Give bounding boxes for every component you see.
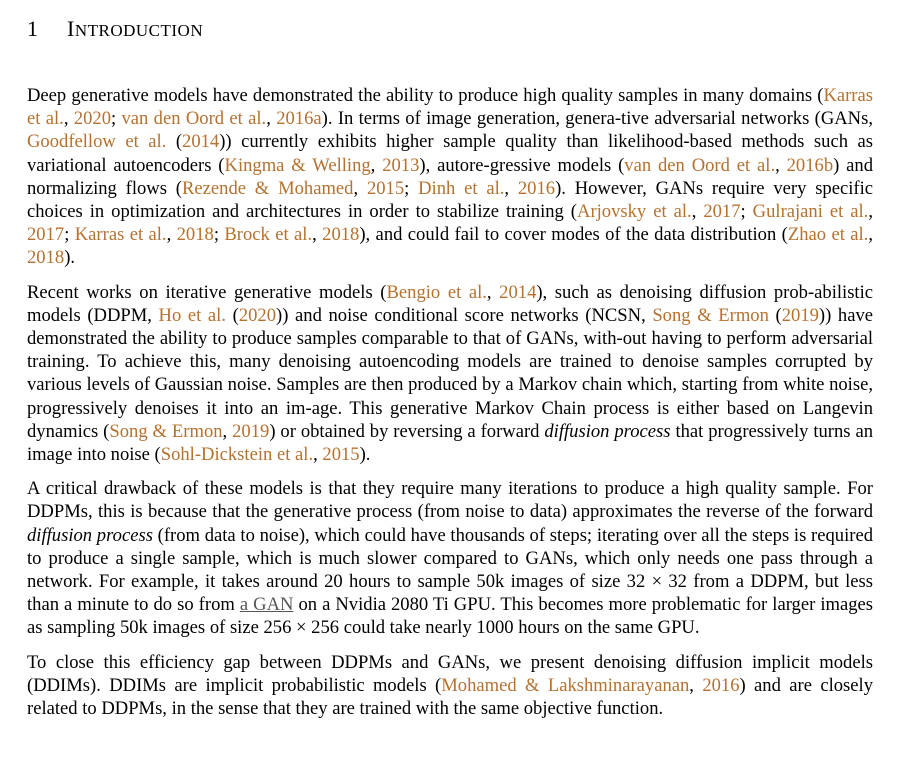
citation-link[interactable]: Mohamed & Lakshminarayanan [441, 674, 690, 696]
citation-link[interactable]: 2016 [517, 177, 556, 199]
citation-link[interactable]: Sohl-Dickstein et al. [160, 444, 314, 466]
citation-link[interactable]: Song & Ermon [652, 304, 769, 326]
citation-link[interactable]: Song & Ermon [109, 420, 223, 442]
paragraph-3: A critical drawback of these models is that they require many iterations to produce a high quality sample. For DDPMs, this is because that the generative process (from noise to data) approximates the reverse of the forward diffusion process (from data to noise), which could have thousands of steps; iterating over all the steps is required to produce a single sample, which is much slower compared to GANs, which only needs one pass through a network. For example, it takes around 20 hours to sample 50k images of size 32 × 32 from a DDPM, but less than a minute to do so from a GAN on a Nvidia 2080 Ti GPU. This becomes more problematic for larger images as sampling 50k images of size 256 × 256 could take nearly 1000 hours on the same GPU. [27, 478, 873, 639]
citation-link[interactable]: Rezende & Mohamed [181, 177, 354, 199]
gan-link[interactable]: a GAN [239, 594, 294, 616]
citation-link[interactable]: Kingma & Welling [224, 154, 371, 176]
citation-link[interactable]: Bengio et al. [386, 281, 487, 303]
citation-link[interactable]: van den Oord et al. [624, 154, 776, 176]
citation-link[interactable]: Brock et al. [224, 224, 313, 246]
section-number: 1 [27, 16, 39, 41]
citation-link[interactable]: Arjovsky et al. [577, 201, 692, 223]
citation-link[interactable]: 2019 [781, 304, 819, 326]
citation-link[interactable]: Gulrajani et al. [752, 201, 869, 223]
citation-link[interactable]: Zhao et al. [787, 224, 869, 246]
citation-link[interactable]: 2020 [73, 108, 111, 130]
paragraph-4: To close this efficiency gap between DDPMs and GANs, we present denoising diffusion implicit models (DDIMs). DDIMs are implicit probabilistic models (Mohamed & Lakshminarayanan, 2016) and are closely related to DDPMs, in the sense that they are trained with the same objective function. [27, 651, 873, 720]
citation-link[interactable]: 2018 [322, 224, 360, 246]
heading-rest: NTRODUCTION [74, 21, 204, 40]
citation-link[interactable]: 2015 [366, 177, 405, 199]
citation-link[interactable]: 2019 [232, 420, 270, 442]
citation-link[interactable]: 2014 [499, 281, 537, 303]
citation-link[interactable]: 2016a [276, 108, 322, 130]
citation-link[interactable]: Ho et al. [158, 304, 226, 326]
emphasis-text: diffusion process [544, 420, 671, 442]
citation-link[interactable]: 2018 [176, 224, 214, 246]
citation-link[interactable]: Karras et al. [74, 224, 167, 246]
emphasis-text: diffusion process [27, 524, 153, 546]
citation-link[interactable]: Dinh et al. [418, 177, 505, 199]
section-heading [27, 14, 873, 46]
paragraph-1: Deep generative models have demonstrated the ability to produce high quality samples in many domains (Karras et al., 2020; van den Oord et al., 2016a). In terms of image generation, genera-tive adversarial networks (GANs, Goodfellow et al. (2014)) currently exhibits higher sample quality than likelihood-based methods such as variational autoencoders (Kingma & Welling, 2013), autore-gressive models (van den Oord et al., 2016b) and normalizing flows (Rezende & Mohamed, 2015; Dinh et al., 2016). However, GANs require very specific choices in optimization and architectures in order to stabilize training (Arjovsky et al., 2017; Gulrajani et al., 2017; Karras et al., 2018; Brock et al., 2018), and could fail to cover modes of the data distribution (Zhao et al., 2018). [27, 85, 874, 269]
citation-link[interactable]: Karras et al. [27, 85, 873, 130]
citation-link[interactable]: 2016 [702, 674, 740, 696]
citation-link[interactable]: Goodfellow et al. [27, 131, 167, 153]
paper-page [27, 14, 873, 731]
citation-link[interactable]: 2018 [27, 247, 65, 269]
citation-link[interactable]: 2015 [322, 444, 360, 466]
citation-link[interactable]: 2017 [703, 201, 741, 223]
citation-link[interactable]: 2017 [27, 224, 65, 246]
paragraph-2: Recent works on iterative generative models (Bengio et al., 2014), such as denoising diffusion prob-abilistic models (DDPM, Ho et al. (2020)) and noise conditional score networks (NCSN, Song & Ermon (2019)) have demonstrated the ability to produce samples comparable to that of GANs, with-out having to perform adversarial training. To achieve this, many denoising autoencoding models are trained to denoise samples corrupted by various levels of Gaussian noise. Samples are then produced by a Markov chain which, starting from white noise, progressively denoises it into an im-age. This generative Markov Chain process is either based on Langevin dynamics (Song & Ermon, 2019) or obtained by reversing a forward diffusion process that progressively turns an image into noise (Sohl-Dickstein et al., 2015). [27, 281, 874, 466]
citation-link[interactable]: 2016b [786, 154, 834, 176]
citation-link[interactable]: 2014 [182, 131, 220, 153]
heading-first-letter: I [67, 16, 75, 41]
citation-link[interactable]: 2020 [238, 304, 277, 326]
citation-link[interactable]: 2013 [382, 154, 420, 176]
citation-link[interactable]: van den Oord et al. [121, 108, 267, 130]
